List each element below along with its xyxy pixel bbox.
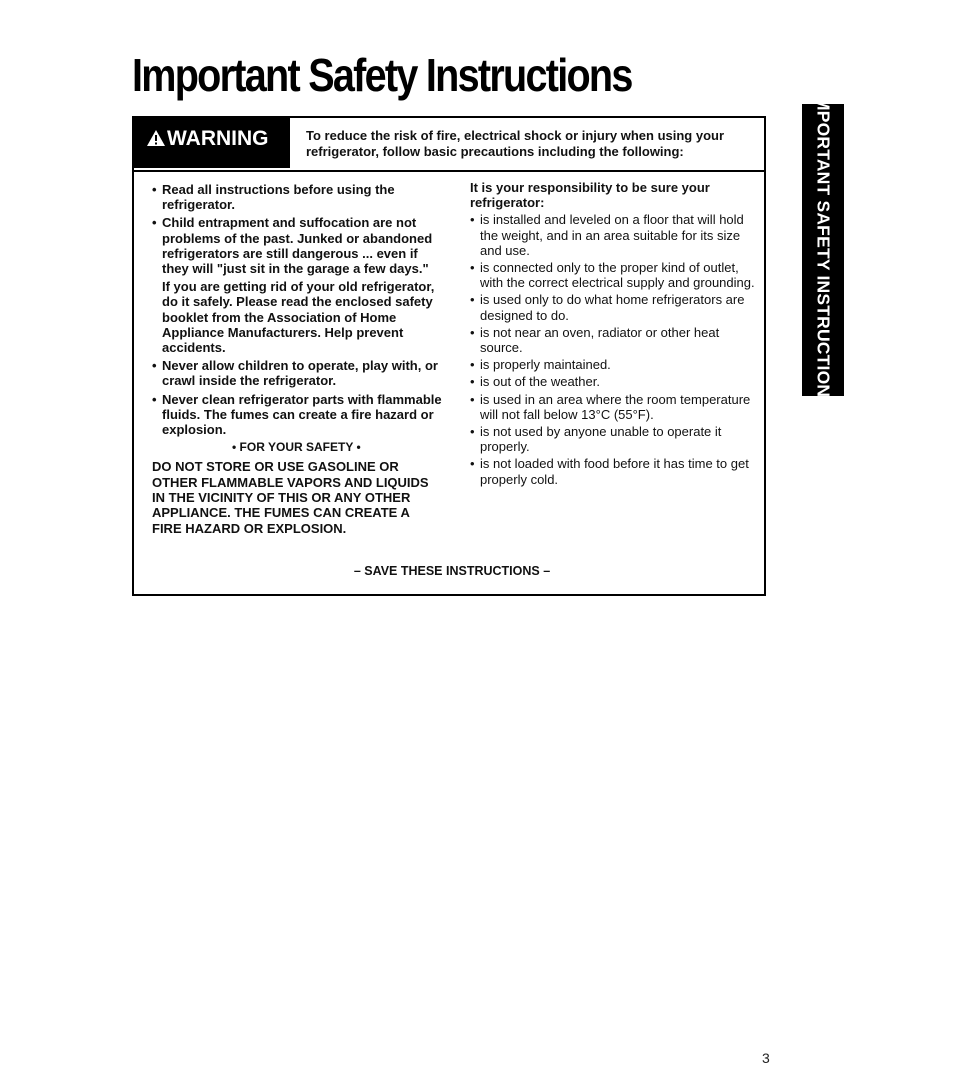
list-item [470,424,760,454]
side-tab-label: IMPORTANT SAFETY INSTRUCTIONS [813,90,834,410]
list-item [470,325,760,355]
list-item-text: is connected only to the proper kind of outlet, with the correct electrical supply and grounding. [480,260,755,291]
list-item [470,212,760,258]
list-item [152,215,442,276]
list-item-text: is out of the weather. [480,374,600,390]
list-item-text: is installed and leveled on a floor that will hold the weight, and in an area suitable for its size and use. [480,212,744,258]
page-number: 3 [762,1050,770,1066]
bullet-icon: • [470,260,475,276]
bullet-icon: • [152,182,157,197]
bullet-icon: • [470,391,475,407]
list-item [470,292,760,322]
list-item-text: is not used by anyone unable to operate it properly. [480,424,722,455]
warning-header [134,118,764,172]
list-item-text: Child entrapment and suffocation are not problems of the past. Junked or abandoned refrigerators are still dangerous ... even if they will "just sit in the garage a few days." [162,215,433,277]
responsibility-heading: It is your responsibility to be sure your refrigerator: [470,180,710,211]
warning-triangle-icon [146,129,166,147]
gasoline-warning: DO NOT STORE OR USE GASOLINE OR OTHER FLAMMABLE VAPORS AND LIQUIDS IN THE VICINITY OF THIS OR ANY OTHER APPLIANCE. THE FUMES CAN CREATE A FIRE HAZARD OR EXPLOSION. [152,459,429,536]
list-item-followup: If you are getting rid of your old refrigerator, do it safely. Please read the enclosed safety booklet from the Association of Home Appliance Manufacturers. Help prevent accidents. [162,279,435,356]
warning-badge-label: WARNING [167,127,269,150]
page-title: Important Safety Instructions [132,49,632,101]
bullet-icon: • [152,358,157,374]
list-item [470,456,760,486]
list-item-text: Never allow children to operate, play with, or crawl inside the refrigerator. [162,358,438,389]
list-item [470,392,760,422]
safety-label: • FOR YOUR SAFETY • [232,440,361,455]
list-item [470,357,760,372]
bullet-icon: • [470,212,475,228]
list-item [152,392,442,438]
bullet-icon: • [470,357,475,373]
list-item-text: is used only to do what home refrigerators are designed to do. [480,292,745,323]
warning-intro: To reduce the risk of fire, electrical shock or injury when using your refrigerator, follow basic precautions including the following: [306,128,725,159]
right-column [470,180,760,489]
bullet-icon: • [470,424,475,440]
list-item [470,374,760,389]
list-item [152,358,442,388]
warning-box [132,116,766,596]
list-item-text: is not loaded with food before it has time to get properly cold. [480,456,749,487]
bullet-icon: • [470,324,475,340]
list-item-text: is not near an oven, radiator or other heat source. [480,324,720,356]
list-item-text: is properly maintained. [480,357,611,373]
list-item [152,182,442,212]
list-item-text: Never clean refrigerator parts with flammable fluids. The fumes can create a fire hazard or explosion. [162,391,442,438]
save-instructions: – SAVE THESE INSTRUCTIONS – [353,564,551,578]
bullet-icon: • [470,374,475,390]
list-item [470,260,760,290]
bullet-icon: • [152,215,157,231]
bullet-icon: • [152,391,157,407]
list-item-text: is used in an area where the room temperature will not fall below 13°C (55°F). [480,391,751,422]
list-item-text: Read all instructions before using the refrigerator. [162,182,395,213]
bullet-icon: • [470,456,475,472]
left-column [152,182,442,536]
bullet-icon: • [470,292,475,308]
responsibility-list [470,212,760,486]
side-tab [802,90,844,410]
warning-badge [134,118,290,168]
